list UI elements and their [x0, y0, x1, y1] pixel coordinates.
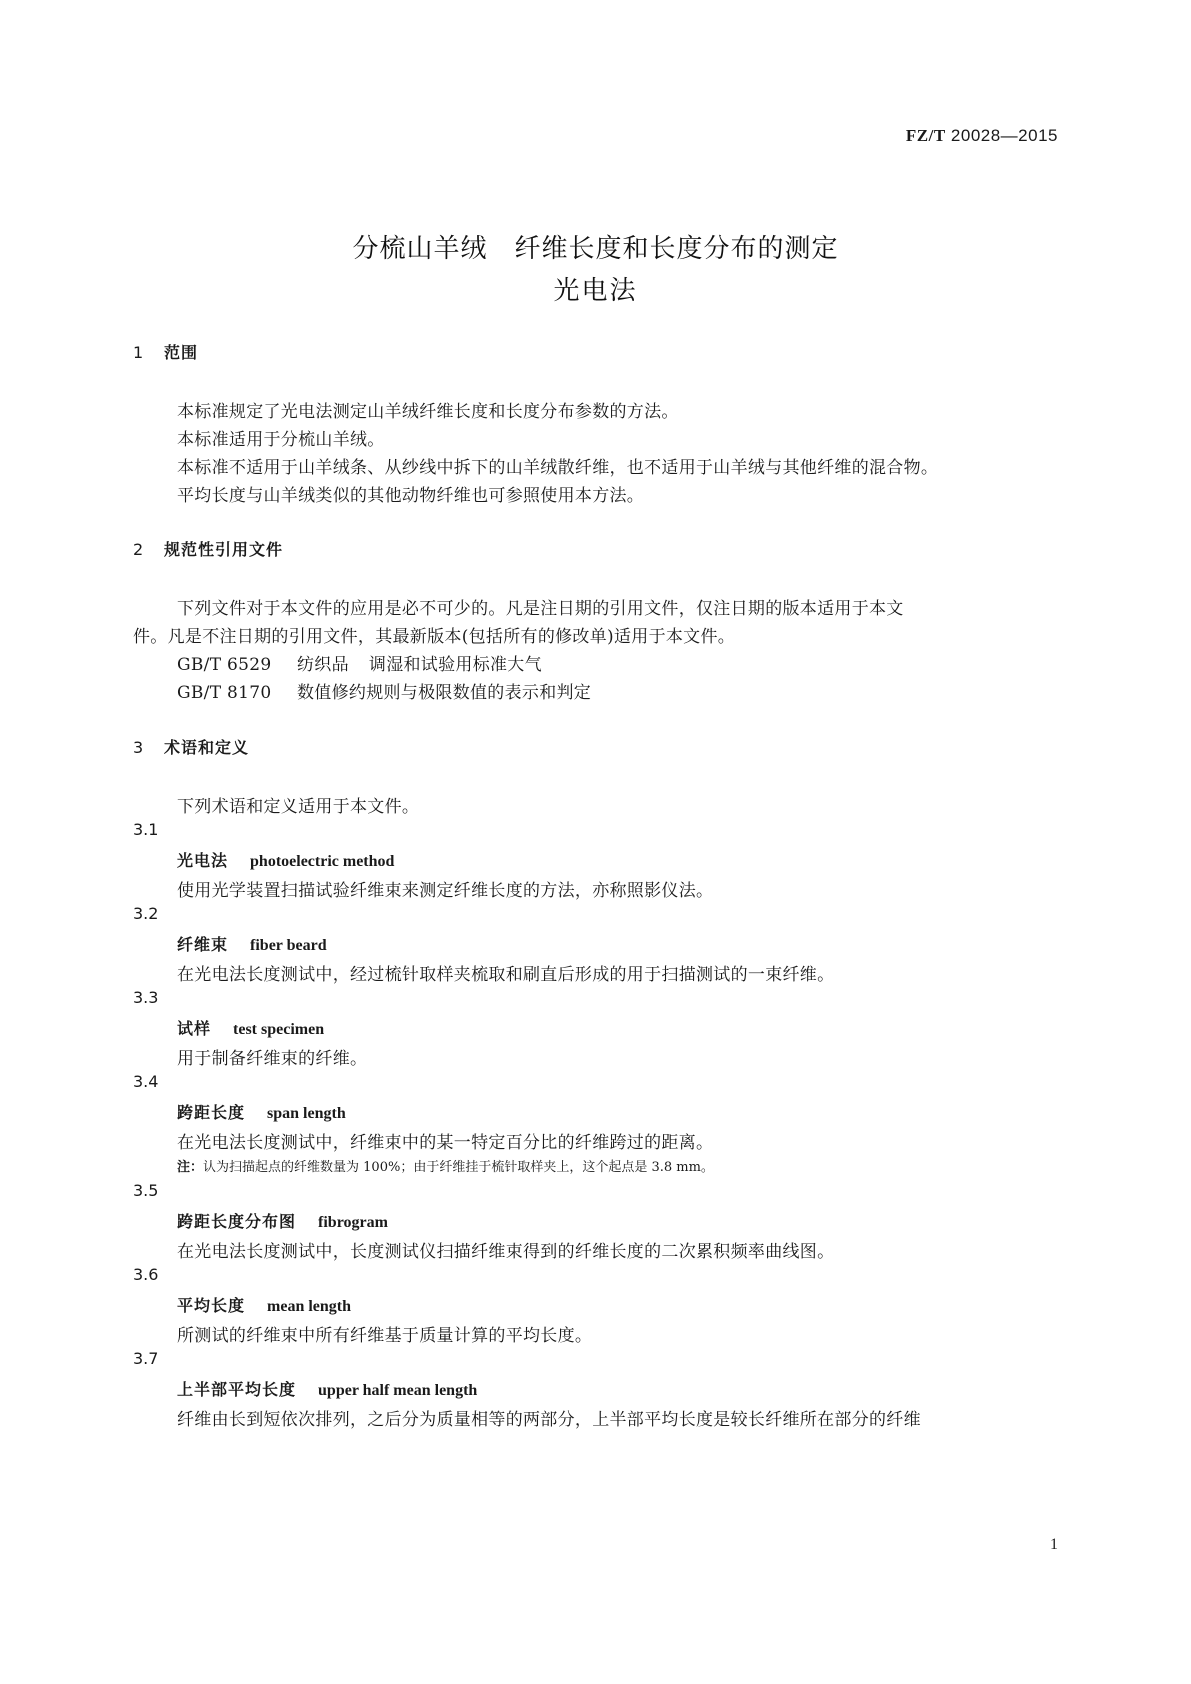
section-title: 范围 — [164, 343, 199, 362]
term-number: 3.5 — [133, 1181, 159, 1200]
term-english: fibrogram — [318, 1214, 388, 1231]
term-number: 3.6 — [133, 1265, 159, 1284]
term-number: 3.2 — [133, 904, 159, 923]
term-definition: 在光电法长度测试中，经过梳针取样夹梳取和刷直后形成的用于扫描测试的一束纤维。 — [177, 965, 835, 985]
paragraph: 下列文件对于本文件的应用是必不可少的。凡是注日期的引用文件，仅注日期的版本适用于本文 — [177, 599, 904, 619]
section-title: 规范性引用文件 — [164, 540, 284, 559]
term-chinese: 跨距长度 — [177, 1103, 246, 1122]
term-definition: 纤维由长到短依次排列，之后分为质量相等的两部分，上半部平均长度是较长纤维所在部分的纤维 — [177, 1410, 921, 1430]
note-label: 注： — [177, 1160, 204, 1175]
term-english: test specimen — [233, 1021, 325, 1038]
term-chinese: 平均长度 — [177, 1296, 246, 1315]
paragraph: 本标准不适用于山羊绒条、从纱线中拆下的山羊绒散纤维，也不适用于山羊绒与其他纤维的混合物。 — [177, 458, 939, 478]
term-chinese: 光电法 — [177, 851, 229, 870]
standard-code-number: 20028—2015 — [950, 126, 1058, 145]
page-number: 1 — [1050, 1536, 1058, 1553]
term-heading — [177, 848, 394, 871]
section-number: 1 — [133, 343, 145, 362]
paragraph: 本标准适用于分梳山羊绒。 — [177, 430, 385, 450]
reference-code: GB/T 8170 — [177, 683, 272, 703]
reference-code: GB/T 6529 — [177, 655, 272, 675]
reference-item — [177, 678, 591, 703]
term-number: 3.1 — [133, 820, 159, 839]
term-definition: 在光电法长度测试中，纤维束中的某一特定百分比的纤维跨过的距离。 — [177, 1133, 714, 1153]
term-heading — [177, 1209, 388, 1232]
document-title-line1: 分梳山羊绒 纤维长度和长度分布的测定 — [352, 234, 839, 264]
term-chinese: 上半部平均长度 — [177, 1380, 297, 1399]
term-chinese: 纤维束 — [177, 935, 229, 954]
term-number: 3.4 — [133, 1072, 159, 1091]
section-number: 2 — [133, 540, 145, 559]
term-definition: 使用光学装置扫描试验纤维束来测定纤维长度的方法，亦称照影仪法。 — [177, 881, 714, 901]
section-title: 术语和定义 — [164, 738, 250, 757]
section-number: 3 — [133, 738, 145, 757]
reference-title: 纺织品 — [297, 655, 349, 675]
section-3-heading — [133, 735, 249, 758]
term-heading — [177, 932, 327, 955]
term-definition: 在光电法长度测试中，长度测试仪扫描纤维束得到的纤维长度的二次累积频率曲线图。 — [177, 1242, 835, 1262]
term-heading — [177, 1016, 324, 1039]
reference-item — [177, 650, 542, 675]
paragraph: 下列术语和定义适用于本文件。 — [177, 797, 420, 817]
section-1-heading — [133, 340, 198, 363]
term-definition: 用于制备纤维束的纤维。 — [177, 1049, 368, 1069]
term-number: 3.3 — [133, 988, 159, 1007]
document-title-line2: 光电法 — [553, 276, 638, 306]
paragraph: 平均长度与山羊绒类似的其他动物纤维也可参照使用本方法。 — [177, 486, 645, 506]
term-chinese: 跨距长度分布图 — [177, 1212, 297, 1231]
term-english: upper half mean length — [318, 1382, 478, 1399]
reference-title: 数值修约规则与极限数值的表示和判定 — [297, 683, 592, 703]
term-heading — [177, 1293, 351, 1316]
term-chinese: 试样 — [177, 1019, 212, 1038]
term-number: 3.7 — [133, 1349, 159, 1368]
standard-code — [906, 126, 1058, 146]
note-text: 认为扫描起点的纤维数量为 100%；由于纤维挂于梳针取样夹上，这个起点是 3.8 mm。 — [203, 1160, 714, 1175]
term-definition: 所测试的纤维束中所有纤维基于质量计算的平均长度。 — [177, 1326, 593, 1346]
paragraph: 本标准规定了光电法测定山羊绒纤维长度和长度分布参数的方法。 — [177, 402, 679, 422]
reference-subtitle: 调湿和试验用标准大气 — [368, 655, 542, 675]
term-english: photoelectric method — [250, 853, 395, 870]
standard-code-prefix: FZ/T — [905, 126, 946, 145]
term-heading — [177, 1100, 346, 1123]
paragraph-continued: 件。凡是不注日期的引用文件，其最新版本(包括所有的修改单)适用于本文件。 — [133, 627, 736, 647]
term-heading — [177, 1377, 477, 1400]
term-english: mean length — [267, 1298, 352, 1315]
term-note — [177, 1156, 714, 1175]
section-2-heading — [133, 537, 283, 560]
term-english: span length — [267, 1105, 346, 1122]
term-english: fiber beard — [250, 937, 327, 954]
